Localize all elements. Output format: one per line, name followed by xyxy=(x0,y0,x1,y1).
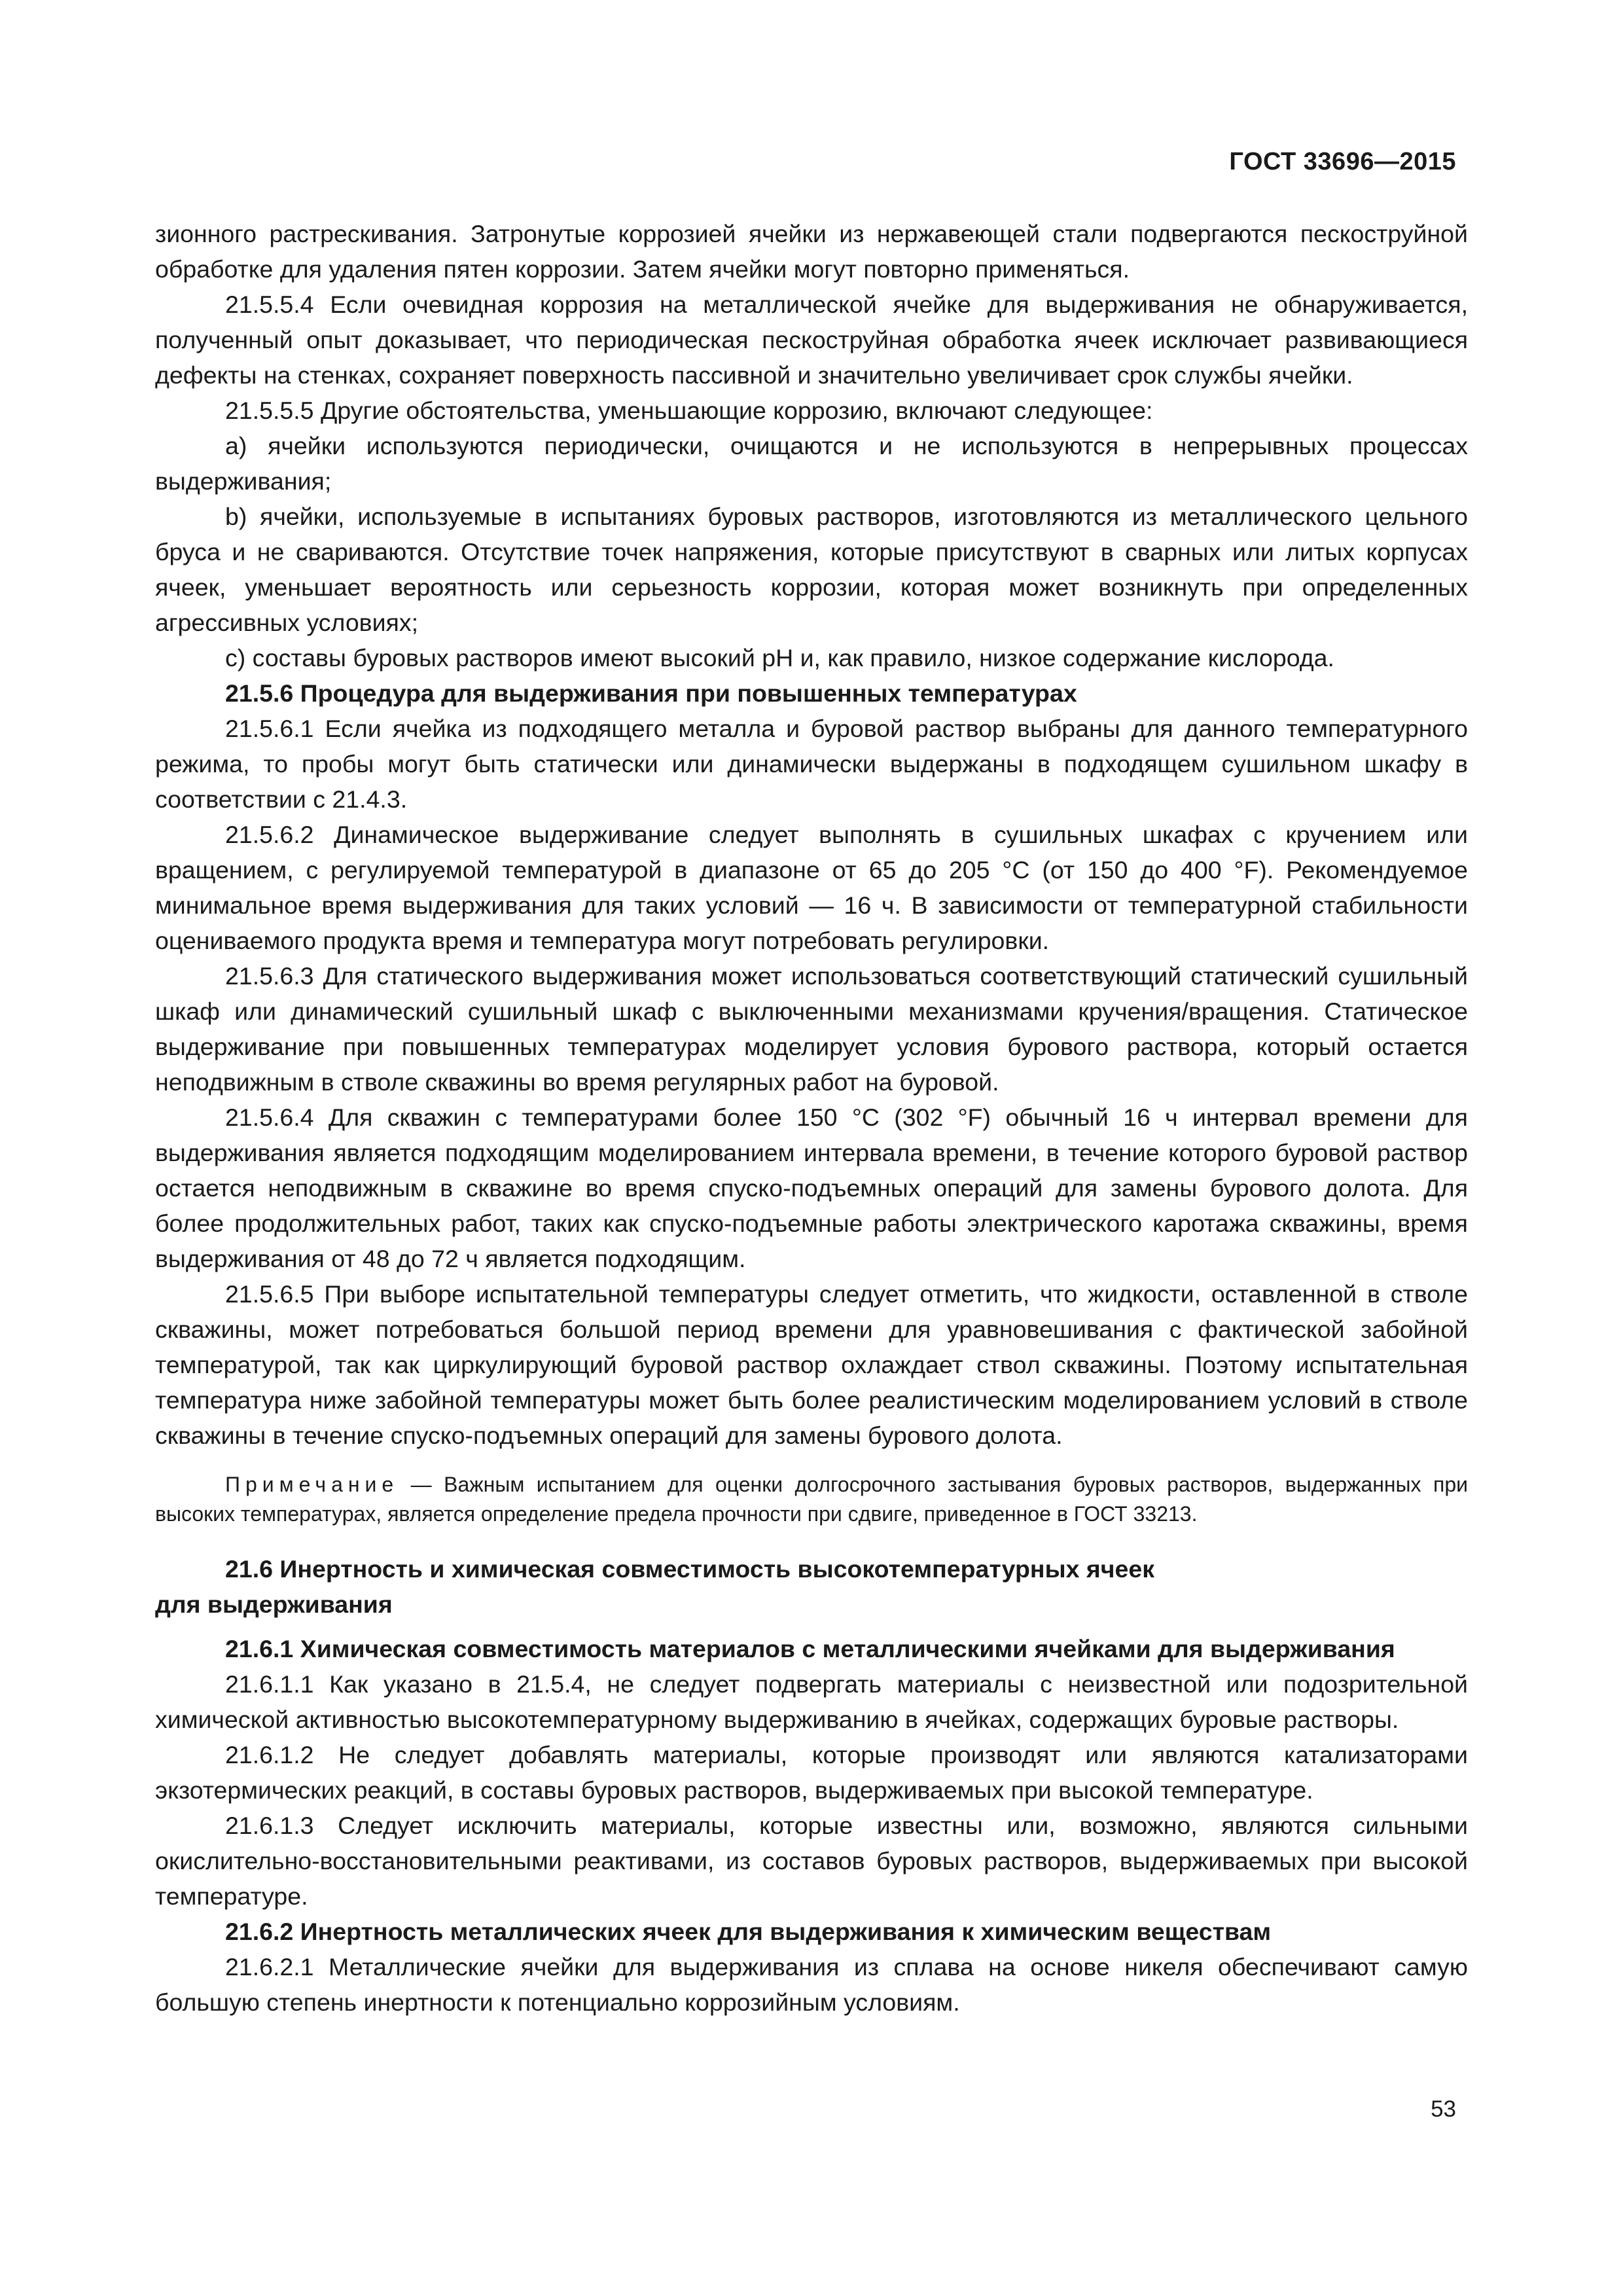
paragraph: 21.6.1.1 Как указано в 21.5.4, не следует подвергать материалы с неизвестной или подозрительной химической активностью высокотемпературному выдерживанию в ячейках, содержащих буровые растворы. xyxy=(155,1670,1468,1733)
subsection-heading: 21.6.1 Химическая совместимость материалов с металлическими ячейками для выдерживания xyxy=(225,1635,1395,1662)
paragraph: 21.5.6.2 Динамическое выдерживание следует выполнять в сушильных шкафах с кручением или вращением, с регулируемой температурой в диапазоне от 65 до 205 °С (от 150 до 400 °F). Рекомендуемое минимальное время выдерживания для таких условий — 16 ч. В зависимости от температурной стабильности оцениваемого продукта время и температура могут потребовать регулировки. xyxy=(155,821,1468,954)
paragraph: 21.6.1.3 Следует исключить материалы, которые известны или, возможно, являются сильными окислительно-восстановительными реактивами, из составов буровых растворов, выдерживаемых при высокой температуре. xyxy=(155,1812,1468,1910)
paragraph: 21.6.2.1 Металлические ячейки для выдерживания из сплава на основе никеля обеспечивают самую большую степень инертности к потенциально коррозийным условиям. xyxy=(155,1953,1468,2016)
paragraph: 21.6.1.2 Не следует добавлять материалы, которые производят или являются катализаторами экзотермических реакций, в составы буровых растворов, выдерживаемых при высокой температуре. xyxy=(155,1741,1468,1804)
list-item: с) составы буровых растворов имеют высокий pH и, как правило, низкое содержание кислорода. xyxy=(225,644,1334,672)
section-heading: 21.5.6 Процедура для выдерживания при повышенных температурах xyxy=(225,679,1077,707)
note-label: Примечание xyxy=(225,1473,399,1496)
list-item: а) ячейки используются периодически, очищаются и не используются в непрерывных процессах выдерживания; xyxy=(155,432,1468,495)
paragraph: 21.5.6.5 При выборе испытательной температуры следует отметить, что жидкости, оставленной в стволе скважины, может потребоваться большой период времени для уравновешивания с фактической забойной температурой, так как циркулирующий буровой раствор охлаждает ствол скважины. Поэтому испытательная температура ниже забойной температуры может быть более реалистическим моделированием условий в стволе скважины в течение спуско-подъемных операций для замены бурового долота. xyxy=(155,1280,1468,1449)
list-item: b) ячейки, используемые в испытаниях буровых растворов, изготовляются из металлического цельного бруса и не свариваются. Отсутствие точек напряжения, которые присутствуют в сварных или литых корпусах ячеек, уменьшает вероятность или серьезность коррозии, которая может возникнуть при определенных агрессивных условиях; xyxy=(155,503,1468,636)
paragraph: 21.5.6.1 Если ячейка из подходящего металла и буровой раствор выбраны для данного температурного режима, то пробы могут быть статически или динамически выдержаны в подходящем сушильном шкафу в соответствии с 21.4.3. xyxy=(155,715,1468,813)
page-number: 53 xyxy=(1431,2096,1456,2122)
section-heading-line-2: для выдерживания xyxy=(155,1590,393,1618)
note-text: — Важным испытанием для оценки долгосрочного застывания буровых растворов, выдержанных при высоких температурах, является определение предела прочности при сдвиге, приведенное в ГОСТ 33213. xyxy=(155,1473,1468,1526)
paragraph: зионного растрескивания. Затронутые коррозией ячейки из нержавеющей стали подвергаются пескоструйной обработке для удаления пятен коррозии. Затем ячейки могут повторно применяться. xyxy=(155,220,1468,283)
subsection-heading: 21.6.2 Инертность металлических ячеек для выдерживания к химическим веществам xyxy=(225,1918,1272,1945)
document-header: ГОСТ 33696—2015 xyxy=(1229,148,1456,175)
section-heading-line-1: 21.6 Инертность и химическая совместимость высокотемпературных ячеек xyxy=(225,1555,1155,1583)
paragraph: 21.5.5.4 Если очевидная коррозия на металлической ячейке для выдерживания не обнаруживается, полученный опыт доказывает, что периодическая пескоструйная обработка ячеек исключает развивающиеся дефекты на стенках, сохраняет поверхность пассивной и значительно увеличивает срок службы ячейки. xyxy=(155,291,1468,389)
paragraph: 21.5.5.5 Другие обстоятельства, уменьшающие коррозию, включают следующее: xyxy=(225,397,1153,424)
note xyxy=(155,1470,1468,1529)
section-heading xyxy=(155,1551,1468,1622)
paragraph: 21.5.6.4 Для скважин с температурами более 150 °С (302 °F) обычный 16 ч интервал времени для выдерживания является подходящим моделированием интервала времени, в течение которого буровой раствор остается неподвижным в скважине во время спуско-подъемных операций для замены бурового долота. Для более продолжительных работ, таких как спуско-подъемные работы электрического каротажа скважины, время выдерживания от 48 до 72 ч является подходящим. xyxy=(155,1103,1468,1272)
paragraph: 21.5.6.3 Для статического выдерживания может использоваться соответствующий статический сушильный шкаф или динамический сушильный шкаф с выключенными механизмами кручения/вращения. Статическое выдерживание при повышенных температурах моделирует условия бурового раствора, который остается неподвижным в стволе скважины во время регулярных работ на буровой. xyxy=(155,962,1468,1096)
document-body xyxy=(155,216,1468,2020)
